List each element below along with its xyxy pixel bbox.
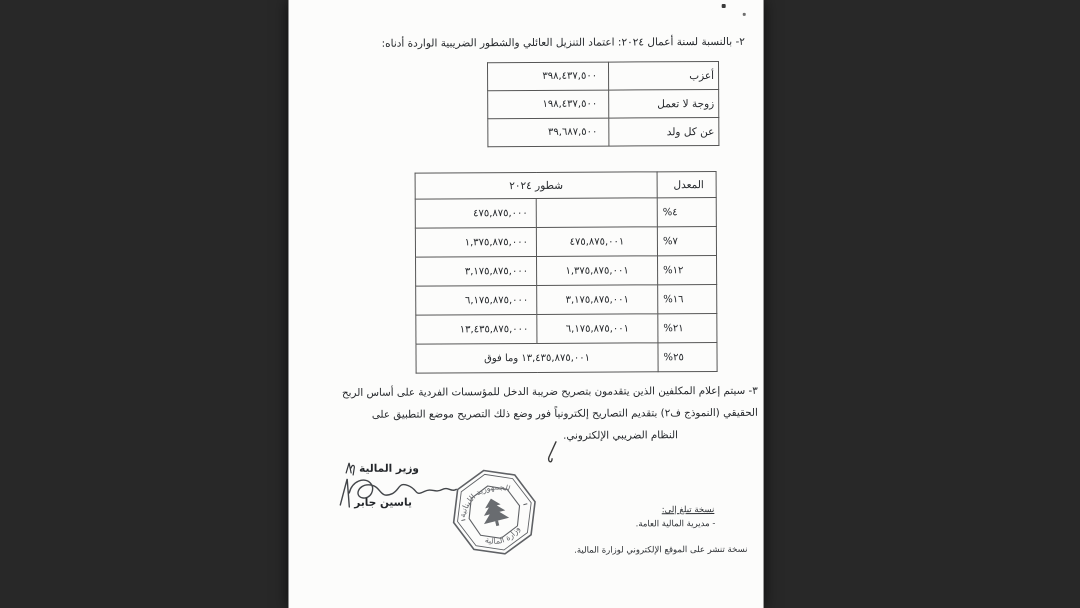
bracket-lower: ٤٧٥,٨٧٥,٠٠١ [536, 227, 657, 257]
cedar-tree-icon [478, 495, 510, 529]
bracket-upper: ٦,١٧٥,٨٧٥,٠٠٠ [416, 285, 537, 315]
scan-artifact-dot [722, 4, 726, 8]
table-row [416, 343, 717, 374]
minister-signature-icon [335, 472, 465, 517]
bracket-rate: %١٦ [658, 285, 717, 314]
table-row [487, 61, 718, 90]
bracket-lower: ١,٣٧٥,٨٧٥,٠٠١ [537, 256, 658, 286]
table-row [488, 89, 719, 118]
ministry-of-finance-stamp-icon [448, 465, 540, 559]
table-row [415, 227, 716, 258]
table-row [416, 256, 717, 287]
table-row [488, 117, 719, 146]
bracket-rate: %٧ [657, 227, 716, 256]
deduction-value: ١٩٨,٤٣٧,٥٠٠ [488, 90, 609, 119]
bracket-rate: %٢٥ [658, 343, 717, 372]
brackets-column-header: شطور ٢٠٢٤ [415, 172, 657, 199]
publish-note: نسخة تنشر على الموقع الإلكتروني لوزارة المالية. [574, 544, 748, 556]
deduction-label: أعزب [608, 61, 718, 90]
minister-title: وزير المالية [359, 462, 419, 475]
bracket-upper: ١٣,٤٣٥,٨٧٥,٠٠٠ [416, 314, 537, 344]
table-row [416, 314, 717, 345]
deduction-label: عن كل ولد [609, 117, 719, 146]
copy-to-heading: نسخة تبلغ إلى: [661, 505, 715, 516]
bracket-rate: %٤ [657, 198, 716, 227]
copy-to-item: - مديرية المالية العامة. [635, 519, 716, 530]
paragraph-line: الحقيقي (النموذج ف٢) بتقديم التصاريح إلكترونياً فور وضع ذلك التصريح موضع التطبيق على [371, 406, 758, 421]
rate-column-header: المعدل [657, 172, 716, 198]
minister-name: ياسين جابر [354, 496, 412, 509]
table-row [415, 198, 716, 229]
deduction-label: زوجة لا تعمل [609, 89, 719, 118]
bracket-top-range: ١٣,٤٣٥,٨٧٥,٠٠١ وما فوق [416, 343, 658, 373]
deduction-value: ٣٩٨,٤٣٧,٥٠٠ [487, 62, 608, 91]
stamp-bottom-text: وزارة المالية [483, 524, 522, 546]
handwritten-slash-mark-icon [543, 440, 559, 466]
bracket-upper: ١,٣٧٥,٨٧٥,٠٠٠ [415, 227, 536, 257]
table-row [416, 285, 717, 316]
bracket-upper: ٣,١٧٥,٨٧٥,٠٠٠ [416, 256, 537, 286]
svg-text:الجمهورية اللبنانية [452, 478, 517, 520]
family-deductions-table [487, 61, 719, 147]
deduction-value: ٣٩,٦٨٧,٥٠٠ [488, 118, 609, 147]
scan-artifact-dot [743, 13, 746, 16]
bracket-rate: %٢١ [658, 314, 717, 343]
section-3-paragraph [342, 380, 758, 448]
document-page [288, 0, 764, 608]
table-header-row [415, 172, 716, 200]
paragraph-line: ٣- سيتم إعلام المكلفين الذين يتقدمون بتصريح ضريبة الدخل للمؤسسات الفردية على أساس الربح [341, 384, 758, 399]
bracket-lower [536, 198, 657, 228]
section-2-heading: ٢- بالنسبة لسنة أعمال ٢٠٢٤: اعتماد التنزيل العائلي والشطور الضريبية الواردة أدناه: [381, 35, 745, 50]
bracket-upper: ٤٧٥,٨٧٥,٠٠٠ [415, 198, 536, 228]
stamp-top-text: الجمهورية اللبنانية [457, 482, 512, 519]
paragraph-line: النظام الضريبي الإلكتروني. [563, 429, 678, 442]
bracket-lower: ٦,١٧٥,٨٧٥,٠٠١ [537, 314, 658, 344]
bracket-rate: %١٢ [658, 256, 717, 285]
tax-brackets-table [415, 171, 718, 374]
bracket-lower: ٣,١٧٥,٨٧٥,٠٠١ [537, 285, 658, 315]
